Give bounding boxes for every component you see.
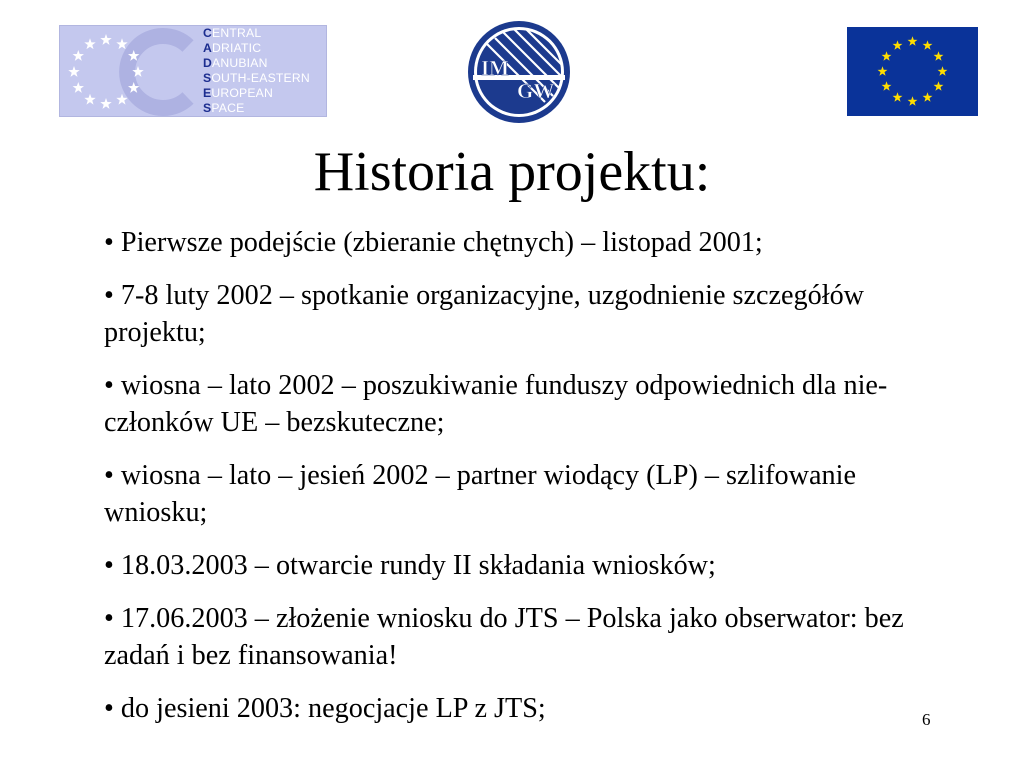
cadses-star-icon <box>68 66 79 77</box>
cadses-line: SOUTH-EASTERN <box>203 71 310 85</box>
bullet-item: • 7-8 luty 2002 – spotkanie organizacyjne, uzgodnienie szczegółów projektu; <box>104 280 865 348</box>
bullet-item: • Pierwsze podejście (zbieranie chętnych) – listopad 2001; <box>104 227 763 258</box>
imgw-text-bottom: GW <box>517 79 555 103</box>
cadses-star-icon <box>73 82 84 93</box>
bullet-item: • 18.03.2003 – otwarcie rundy II składania wniosków; <box>104 550 716 581</box>
imgw-text-top: IM <box>481 56 509 80</box>
cadses-star-icon <box>100 34 111 45</box>
cadses-star-icon <box>100 98 111 109</box>
cadses-line: CENTRAL <box>203 26 262 40</box>
bullet-list <box>104 224 924 743</box>
bullet-item: • do jesieni 2003: negocjacje LP z JTS; <box>104 693 546 724</box>
cadses-line: ADRIATIC <box>203 41 262 55</box>
cadses-line: EUROPEAN <box>203 86 274 100</box>
page-number: 6 <box>922 710 931 729</box>
cadses-logo <box>59 25 327 117</box>
cadses-star-icon <box>73 50 84 61</box>
bullet-item: • wiosna – lato 2002 – poszukiwanie funduszy odpowiednich dla nie-członków UE – bezskuteczne; <box>104 370 888 438</box>
cadses-wordmark <box>203 26 310 116</box>
cadses-star-icon <box>84 94 95 105</box>
cadses-star-icon <box>116 38 127 49</box>
eu-flag-icon <box>847 27 978 116</box>
cadses-star-icon <box>84 38 95 49</box>
bullet-item: • wiosna – lato – jesień 2002 – partner wiodący (LP) – szlifowanie wniosku; <box>104 460 856 528</box>
imgw-logo <box>465 18 573 126</box>
slide-title: Historia projektu: <box>313 141 711 203</box>
cadses-line: DANUBIAN <box>203 56 268 70</box>
bullet-item: • 17.06.2003 – złożenie wniosku do JTS – Polska jako obserwator: bez zadań i bez finansowania! <box>104 603 904 671</box>
cadses-line: SPACE <box>203 101 245 115</box>
